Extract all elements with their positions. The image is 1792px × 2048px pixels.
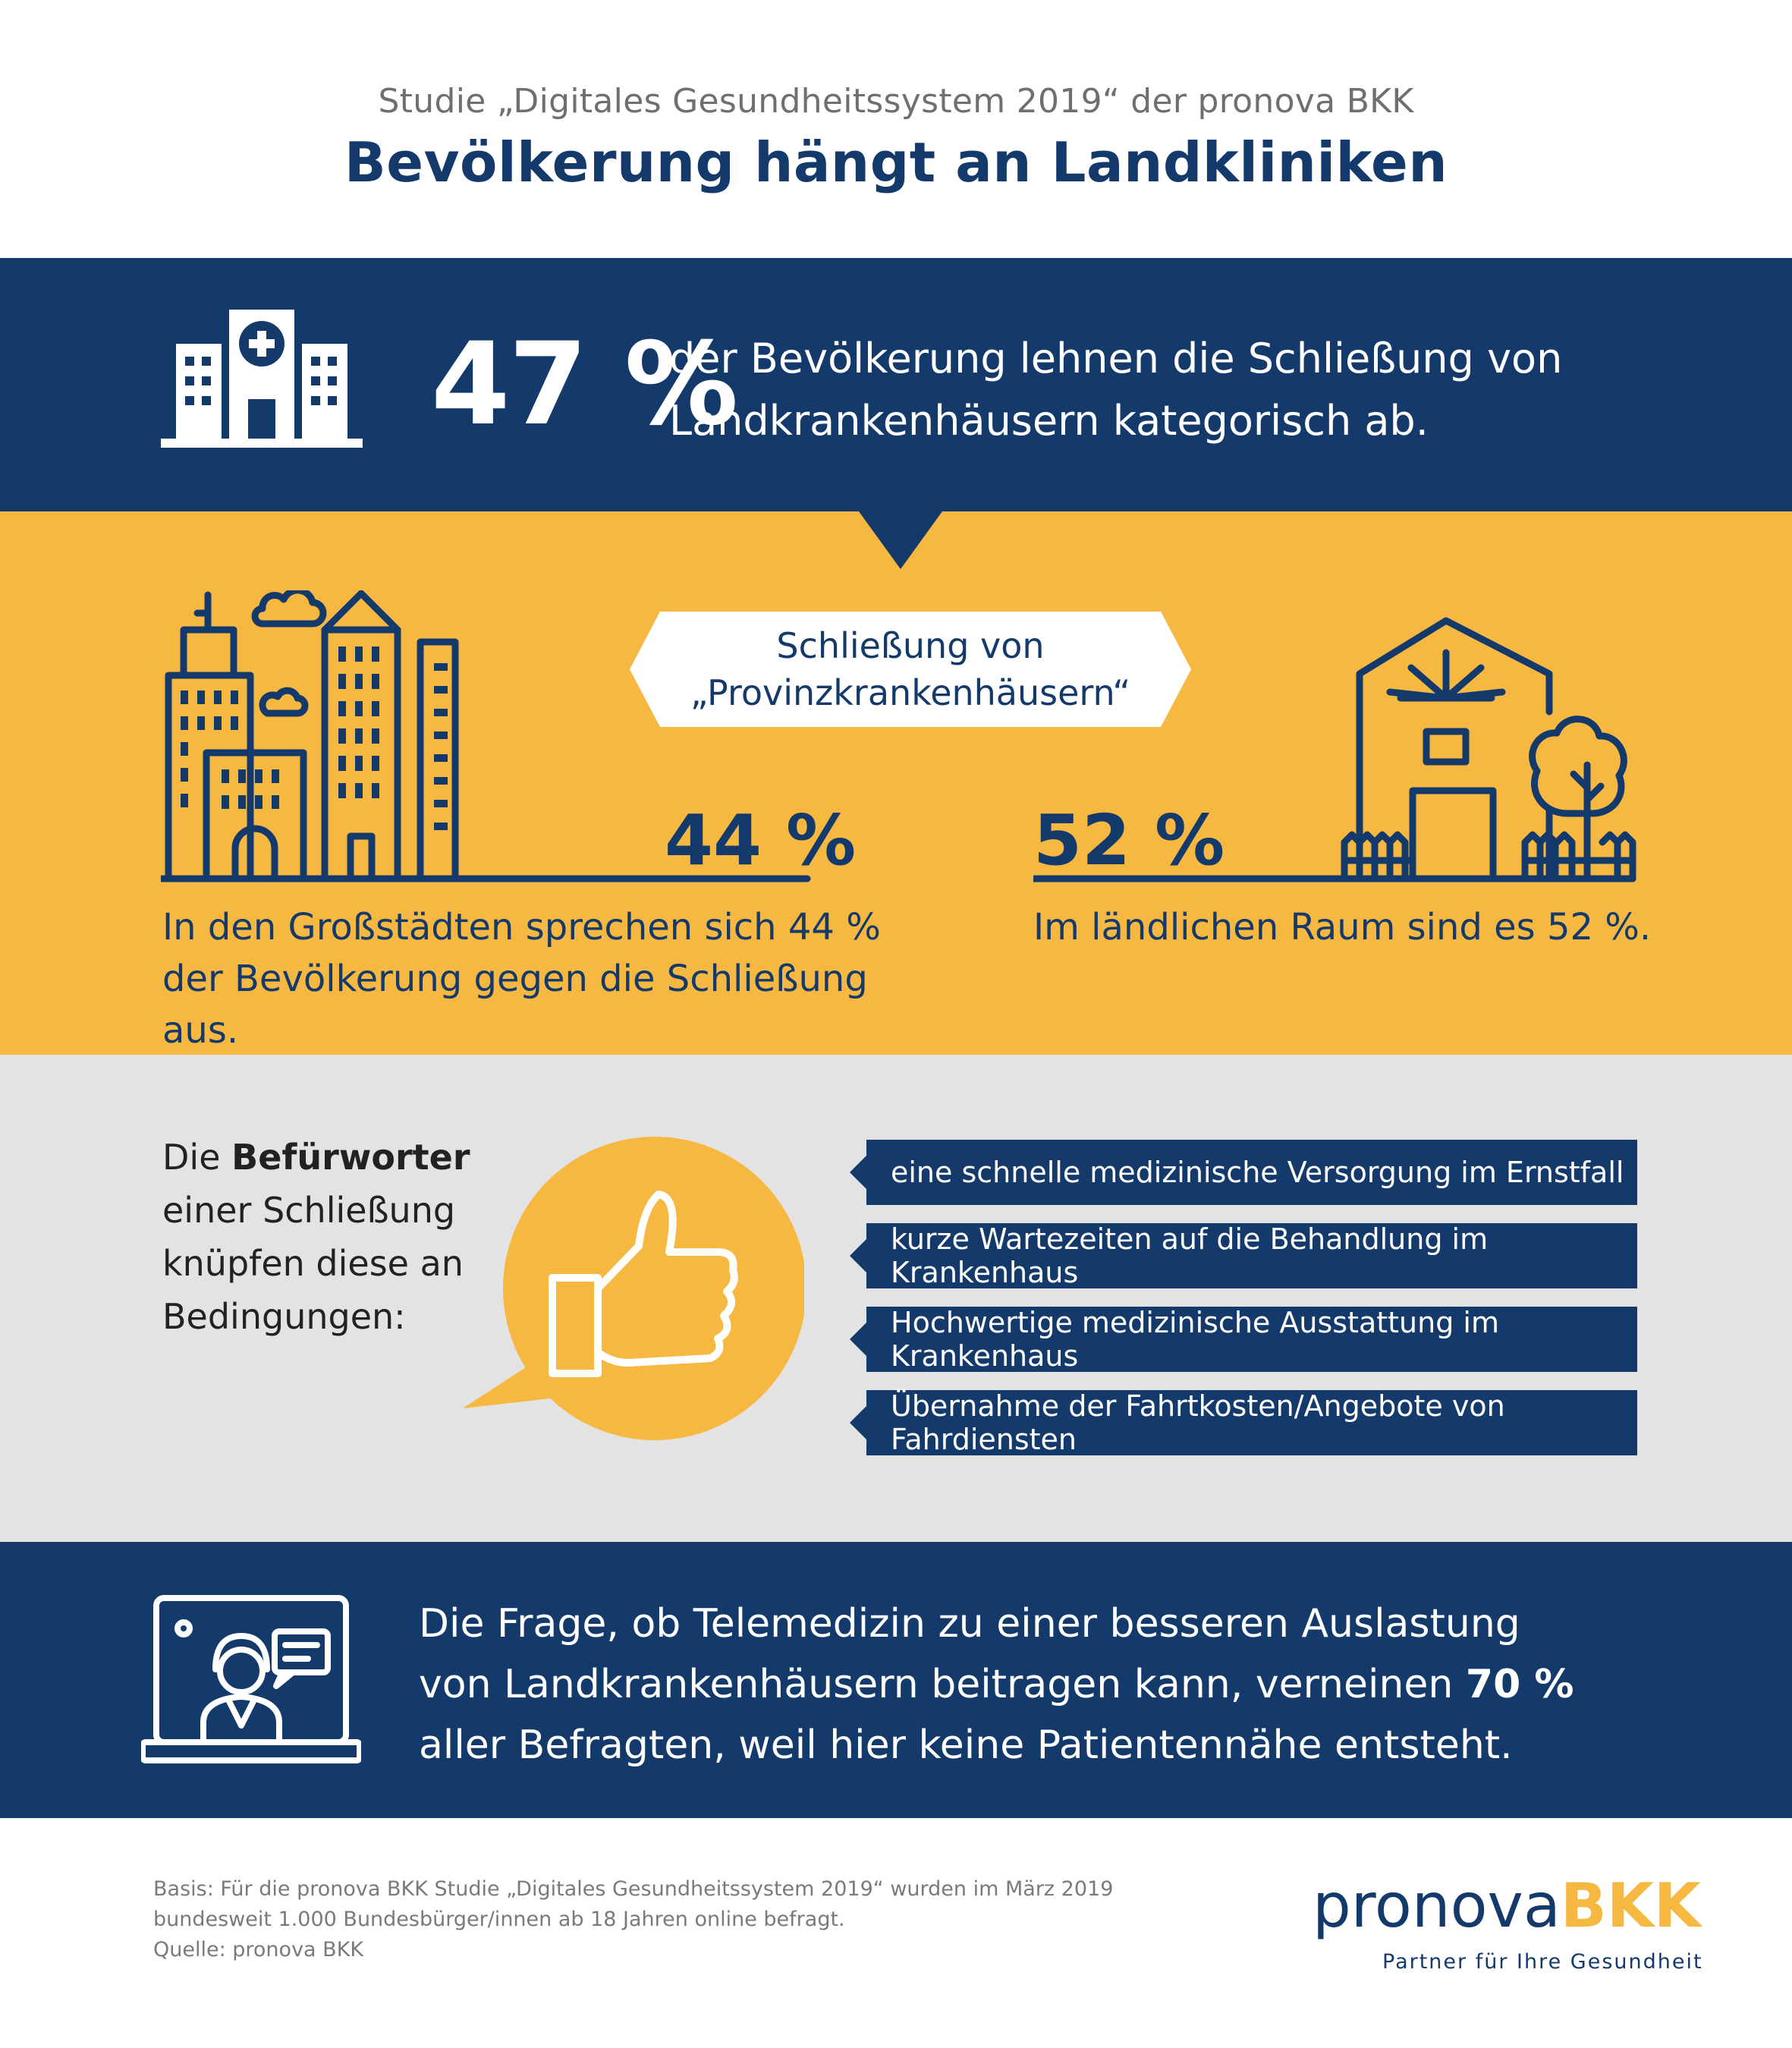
city-percentage: 44 % — [665, 800, 857, 881]
footer-basis-line2: bundesweit 1.000 Bundesbürger/innen ab 18 Jahren online befragt. — [153, 1908, 845, 1931]
logo-name-part2: BKK — [1560, 1870, 1701, 1941]
supporters-line2: einer Schließung — [162, 1190, 456, 1231]
pronova-logo — [1313, 1870, 1701, 1941]
condition-text: kurze Wartezeiten auf die Behandlung im Krankenhaus — [891, 1222, 1489, 1289]
telemedicine-text-part1: Die Frage, ob Telemedizin zu einer besseren Auslastung von Landkrankenhäusern beitragen kann, verneinen — [419, 1601, 1520, 1707]
footer-note — [153, 1874, 1140, 1965]
supporters-line3: knüpfen diese an — [162, 1243, 464, 1284]
condition-text: Übernahme der Fahrtkosten/Angebote von Fahrdiensten — [891, 1389, 1505, 1456]
supporters-line1: Die — [162, 1137, 221, 1178]
city-description: In den Großstädten sprechen sich 44 % der Bevölkerung gegen die Schließung aus. — [162, 906, 881, 1052]
top-stat-value: 47 % — [431, 319, 737, 451]
condition-item — [866, 1390, 1637, 1455]
rural-description: Im ländlichen Raum sind es 52 %. — [1033, 906, 1652, 948]
footer-source: Quelle: pronova BKK — [153, 1938, 364, 1961]
rural-percentage: 52 % — [1033, 800, 1225, 881]
telemedicine-value: 70 % — [1465, 1662, 1574, 1707]
supporters-text — [162, 1131, 481, 1343]
thumbs-up-bubble — [463, 1122, 804, 1449]
closure-label-line1: Schließung von — [776, 625, 1045, 666]
telemedicine-laptop-icon — [141, 1593, 361, 1765]
hospital-icon — [161, 310, 363, 448]
condition-item — [866, 1307, 1637, 1372]
closure-label-line2: „Provinzkrankenhäusern“ — [690, 672, 1131, 713]
pointer-triangle — [859, 511, 942, 569]
condition-item — [866, 1223, 1637, 1288]
top-stat-text: der Bevölkerung lehnen die Schließung von Landkrankenhäusern kategorisch ab. — [669, 335, 1563, 445]
study-subtitle: Studie „Digitales Gesundheitssystem 2019“ der pronova BKK — [378, 82, 1414, 121]
footer-basis-line1: Basis: Für die pronova BKK Studie „Digitales Gesundheitssystem 2019“ wurden im März 2019 — [153, 1877, 1114, 1901]
telemedicine-text — [419, 1593, 1602, 1776]
telemedicine-text-part2: aller Befragten, weil hier keine Patientennähe entsteht. — [419, 1722, 1513, 1768]
rural-house-icon — [1033, 613, 1640, 888]
condition-text: eine schnelle medizinische Versorgung im Ernstfall — [891, 1156, 1624, 1189]
condition-text: Hochwertige medizinische Ausstattung im Krankenhaus — [891, 1306, 1499, 1373]
logo-name-part1: pronova — [1313, 1870, 1561, 1941]
page-title: Bevölkerung hängt an Landkliniken — [344, 131, 1448, 194]
condition-item — [866, 1140, 1637, 1205]
logo-tagline: Partner für Ihre Gesundheit — [1382, 1950, 1703, 1974]
supporters-highlight: Befürworter — [231, 1137, 470, 1178]
supporters-line4: Bedingungen: — [162, 1296, 406, 1337]
